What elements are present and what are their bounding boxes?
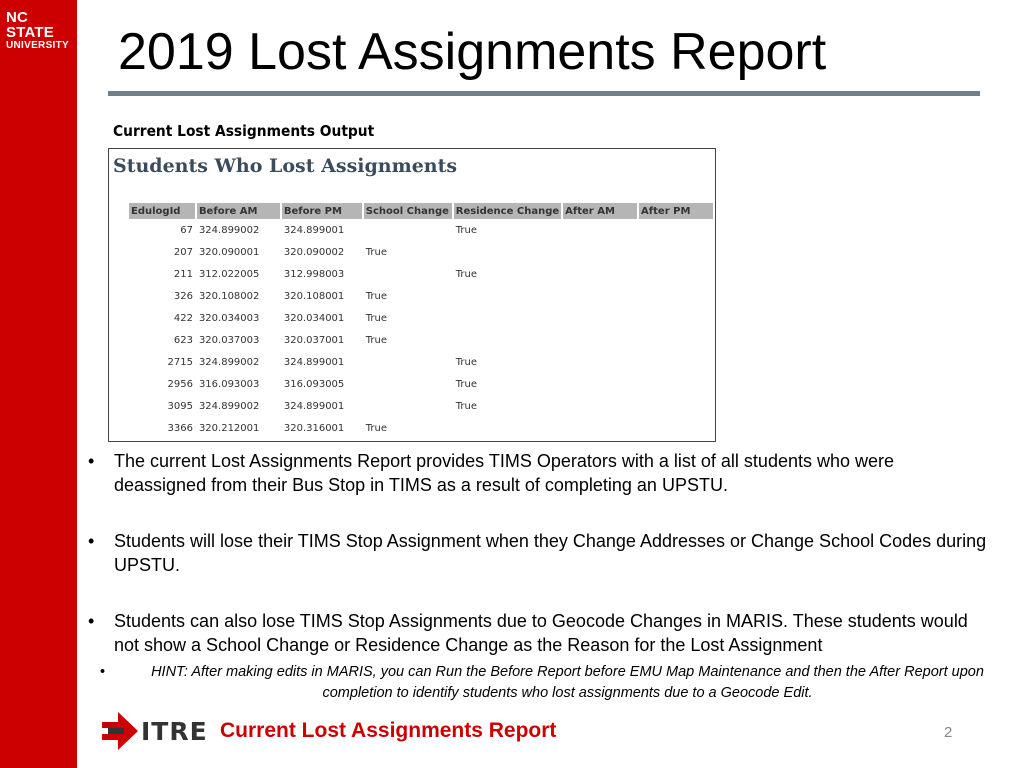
table-cell: 422: [173, 312, 193, 324]
table-cell: [639, 417, 713, 439]
table-cell: [563, 285, 637, 307]
table-cell: [639, 241, 713, 263]
table-cell: [454, 329, 561, 351]
table-cell: True: [365, 334, 388, 346]
table-cell: 3095: [167, 400, 193, 412]
bullet-dot: •: [88, 531, 95, 551]
table-cell: 320.037003: [198, 334, 260, 346]
table-cell: 320.034001: [283, 312, 345, 324]
table-cell: [639, 329, 713, 351]
bullet-text: Students will lose their TIMS Stop Assignment when they Change Addresses or Change School Codes during UPSTU.: [114, 531, 987, 575]
table-cell: 211: [173, 268, 193, 280]
table-cell: [639, 285, 713, 307]
table-cell: 316.093005: [283, 378, 345, 390]
table-row: [129, 329, 713, 351]
table-cell: [364, 373, 452, 395]
table-cell: 324.899001: [283, 400, 345, 412]
table-cell: 320.316001: [283, 422, 345, 434]
table-cell: True: [365, 246, 388, 258]
col-header: Before AM: [197, 203, 280, 219]
table-cell: [563, 373, 637, 395]
table-cell: 312.998003: [283, 268, 345, 280]
table-row: [129, 263, 713, 285]
table-cell: True: [455, 268, 477, 280]
bullet-text: Students can also lose TIMS Stop Assignments due to Geocode Changes in MARIS. These students would not show a School Change or Residence Change as the Reason for the Lost Assignment: [114, 611, 968, 655]
table-row: [129, 307, 713, 329]
table-cell: 324.899002: [198, 356, 260, 368]
table-cell: [563, 219, 637, 241]
table-cell: 2715: [167, 356, 193, 368]
footer-title: Current Lost Assignments Report: [220, 719, 557, 742]
table-cell: True: [365, 422, 388, 434]
table-cell: 316.093003: [198, 378, 260, 390]
bullet-dot: •: [100, 664, 106, 680]
table-cell: 324.899001: [283, 224, 345, 236]
table-cell: [454, 241, 561, 263]
table-cell: 3366: [167, 422, 193, 434]
table-cell: [639, 307, 713, 329]
table-row: [129, 285, 713, 307]
table-cell: 207: [173, 246, 193, 258]
lost-assignments-table: [127, 203, 715, 439]
report-screenshot: [108, 148, 716, 442]
title-divider: [108, 91, 980, 96]
col-header: After PM: [639, 203, 713, 219]
bullet-item: [88, 449, 988, 497]
table-cell: [364, 395, 452, 417]
table-cell: True: [455, 356, 477, 368]
table-cell: [364, 219, 452, 241]
bullet-list: [88, 449, 988, 689]
col-header: Residence Change: [454, 203, 561, 219]
table-cell: [563, 241, 637, 263]
col-header: EdulogId: [129, 203, 195, 219]
table-cell: True: [365, 290, 388, 302]
table-cell: [563, 351, 637, 373]
table-cell: 2956: [167, 378, 193, 390]
bullet-text: The current Lost Assignments Report provides TIMS Operators with a list of all students who were deassigned from their Bus Stop in TIMS as a result of completing an UPSTU.: [114, 451, 895, 495]
table-row: [129, 351, 713, 373]
table-cell: 623: [173, 334, 193, 346]
hint-text: HINT: After making edits in MARIS, you can Run the Before Report before EMU Map Maintenance and then the After Report upon completion to identify students who lost assignments due to a Geocode Edit.: [151, 664, 984, 701]
report-title: Students Who Lost Assignments: [113, 155, 458, 177]
table-cell: 67: [180, 224, 193, 236]
col-header: Before PM: [282, 203, 362, 219]
col-header: School Change: [364, 203, 452, 219]
table-cell: 324.899002: [198, 400, 260, 412]
table-cell: [639, 373, 713, 395]
table-row: [129, 395, 713, 417]
table-cell: 320.090001: [198, 246, 260, 258]
table-cell: [639, 263, 713, 285]
bullet-item: [88, 529, 988, 577]
table-cell: True: [455, 224, 477, 236]
slide-title: 2019 Lost Assignments Report: [118, 23, 827, 81]
itre-logo-text: ITRE: [141, 717, 208, 746]
ncstate-logo: [6, 10, 77, 51]
bullet-dot: •: [88, 611, 95, 631]
table-cell: 320.212001: [198, 422, 260, 434]
logo-line-1: NC STATE: [6, 9, 54, 41]
table-cell: True: [455, 378, 477, 390]
page-number: 2: [944, 724, 953, 741]
table-cell: 320.037001: [283, 334, 345, 346]
itre-arrow-icon: [102, 712, 138, 750]
table-row: [129, 373, 713, 395]
table-cell: 320.108002: [198, 290, 260, 302]
table-row: [129, 417, 713, 439]
table-row: [129, 219, 713, 241]
table-cell: 312.022005: [198, 268, 260, 280]
table-cell: [364, 351, 452, 373]
table-row: [129, 241, 713, 263]
table-cell: [454, 307, 561, 329]
col-header: After AM: [563, 203, 637, 219]
table-header-row: [129, 203, 713, 219]
hint-note: [100, 662, 1010, 704]
table-cell: [639, 219, 713, 241]
table-cell: [639, 395, 713, 417]
table-cell: [563, 395, 637, 417]
table-cell: [454, 417, 561, 439]
report-caption: Current Lost Assignments Output: [113, 122, 375, 140]
table-cell: 324.899001: [283, 356, 345, 368]
table-cell: True: [365, 312, 388, 324]
table-cell: [563, 263, 637, 285]
table-cell: 320.090002: [283, 246, 345, 258]
table-cell: [563, 417, 637, 439]
table-cell: [563, 329, 637, 351]
bullet-dot: •: [88, 451, 95, 471]
logo-line-2: UNIVERSITY: [6, 40, 70, 51]
table-cell: 326: [173, 290, 193, 302]
table-cell: 324.899002: [198, 224, 260, 236]
brand-sidebar: [0, 0, 77, 768]
table-cell: [454, 285, 561, 307]
table-cell: [364, 263, 452, 285]
table-cell: [639, 351, 713, 373]
table-cell: [563, 307, 637, 329]
table-cell: True: [455, 400, 477, 412]
bullet-item: [88, 609, 988, 657]
table-cell: 320.034003: [198, 312, 260, 324]
table-cell: 320.108001: [283, 290, 345, 302]
